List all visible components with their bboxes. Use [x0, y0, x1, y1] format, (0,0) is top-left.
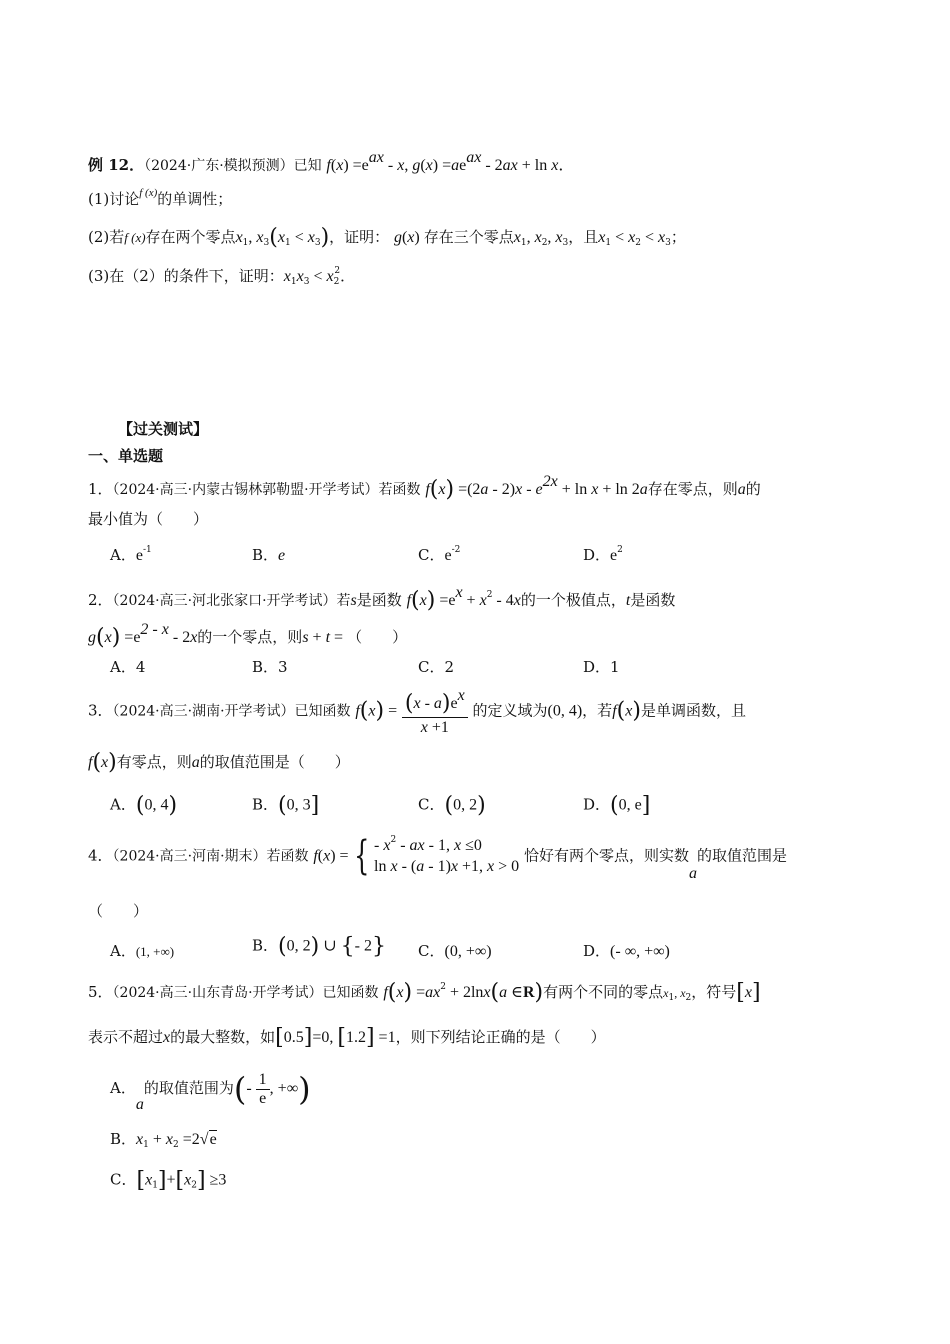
q2-option-c[interactable]: C．2 [418, 658, 455, 676]
q2-option-a[interactable]: A．4 [110, 658, 146, 676]
q3-fraction: $\frac{(x - a)e^x}{x +1}$ [402, 686, 468, 737]
question-4-tail: （ ） [88, 902, 149, 920]
q5-option-b[interactable]: B．$x_1 + x_2 =2√e$ [110, 1130, 217, 1150]
question-3: 3．（2024·高三·湖南·开学考试）已知函数 f(x) = $\frac{(x - a)e^x}{x +1}$ 的定义域为(0, 4)，若f(x)是单调函数，且 [88, 687, 746, 737]
example-part-1: (1)讨论$^{f (x)}$的单调性； [88, 187, 233, 208]
q5-option-c[interactable]: C．$[x_1]+[x_2] \ge 3$ [110, 1168, 227, 1193]
question-2-cont: $g(x) =e^{2 - x} - 2x$的一个零点，则s + t = （ ） [88, 621, 408, 650]
q5-option-a[interactable]: A．a的取值范围为(- $\frac{1}{e}$ , +∞) [110, 1070, 311, 1113]
test-heading: 【过关测试】 [118, 420, 209, 438]
q2-option-d[interactable]: D．1 [583, 658, 620, 676]
q1-option-a[interactable]: A．$e^{-1}$ [110, 545, 152, 564]
q1-option-d[interactable]: D．$e^2$ [583, 545, 623, 564]
example-formula: f [326, 157, 331, 174]
q3-option-a[interactable]: A．(0, 4) [110, 793, 178, 818]
example-source: （2024·广东·模拟预测）已知 [144, 158, 322, 174]
q4-option-d[interactable]: D．(- ∞, +∞) [583, 942, 670, 960]
question-2: 2．（2024·高三·河北张家口·开学考试）若s是函数 $f(x) =e^x + x^2 - 4x$的一个极值点，t是函数 [88, 584, 676, 613]
q1-option-c[interactable]: C．$e^{-2}$ [418, 545, 461, 564]
q1-option-b[interactable]: B．e [252, 546, 286, 564]
example-label: 例 12． [88, 156, 145, 174]
example-part-2: (2)若f (x)存在两个零点$x_1$, $x_3(x_1 < x_3)$，证明： g(x) 存在三个零点$x_1$, $x_2$, $x_3$，且$x_1 < x_2 < x_3$； [88, 225, 686, 250]
example-12-statement: 例 12．（2024·广东·模拟预测）已知 $f(x) =e^{ax} - x$, $g(x) =ae^{ax} - 2ax + \ln x$． [88, 149, 575, 174]
question-4: 4．（2024·高三·河南·期末）若函数 f(x) = { - $x^2$ - ax - 1, x ≤0 ln x - (a - 1)x +1, x > 0 恰好有两个零点，则实数a的取值范围是 [88, 833, 787, 883]
q4-option-c[interactable]: C．(0, +∞) [418, 942, 492, 960]
question-3-cont: f(x)有零点，则a的取值范围是（ ） [88, 750, 350, 775]
q4-piecewise: - $x^2$ - ax - 1, x ≤0 ln x - (a - 1)x +1, x > 0 [374, 835, 520, 875]
question-5: 5．（2024·高三·山东青岛·开学考试）已知函数 $f(x) =ax^2 + 2\ln x(a$ ∈R)有两个不同的零点$x_1$, $x_2$，符号[x] [88, 980, 761, 1005]
q4-option-a[interactable]: A．(1, +∞) [110, 942, 175, 960]
q3-option-c[interactable]: C．(0, 2) [418, 793, 486, 818]
q4-option-b[interactable]: B．(0, 2) ∪ {- 2} [252, 934, 386, 959]
section-title: 一、单选题 [88, 447, 164, 465]
q3-option-d[interactable]: D．(0, e] [583, 793, 651, 818]
q2-option-b[interactable]: B．3 [252, 658, 288, 676]
q3-option-b[interactable]: B．(0, 3] [252, 793, 320, 818]
question-1-tail: 最小值为（ ） [88, 510, 209, 528]
question-1: 1．（2024·高三·内蒙古锡林郭勒盟·开学考试）若函数 $f(x) =(2a - 2)x - e^{2x} + \ln x + \ln 2a$存在零点，则a的 [88, 473, 761, 502]
question-5-cont: 表示不超过x的最大整数，如[0.5]=0, [1.2] =1，则下列结论正确的是（ ） [88, 1025, 606, 1050]
example-part-3: (3)在（2）的条件下，证明：$x_1x_3 < x_2^2$． [88, 266, 356, 287]
